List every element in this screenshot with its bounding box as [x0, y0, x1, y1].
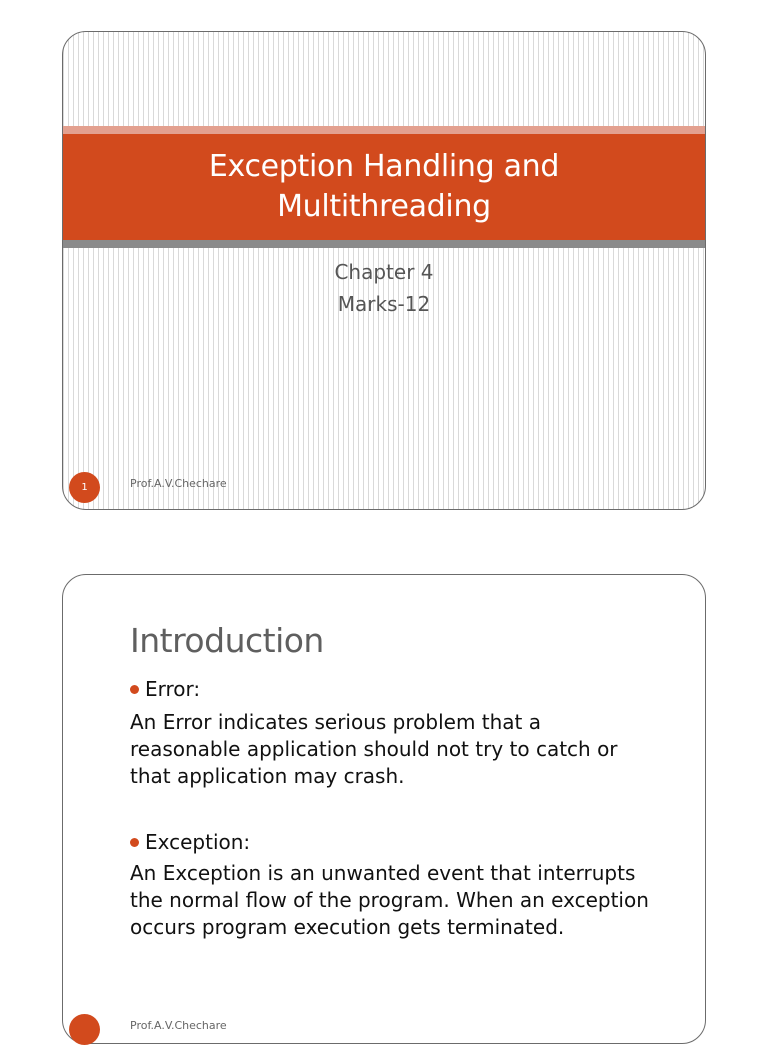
exception-line-3: occurs program execution gets terminated.	[130, 915, 565, 939]
slide-number-badge-2	[69, 1014, 100, 1045]
error-line-1: An Error indicates serious problem that a	[130, 710, 542, 734]
slide-heading: Introduction	[130, 621, 324, 660]
exception-description	[130, 860, 690, 941]
bullet-dot-icon	[130, 838, 139, 847]
bullet-error-label: Error:	[145, 677, 201, 701]
subtitle-chapter: Chapter 4	[334, 260, 434, 284]
title-band-top-stripe	[63, 126, 705, 134]
slide-title-line-1: Exception Handling and	[208, 149, 560, 184]
bullet-error	[130, 677, 200, 701]
error-description	[130, 709, 690, 790]
footer-author-2: Prof.A.V.Chechare	[130, 1019, 227, 1032]
bullet-dot-icon	[130, 685, 139, 694]
exception-line-2: the normal flow of the program. When an exception	[130, 888, 649, 912]
footer-author: Prof.A.V.Chechare	[130, 477, 227, 490]
slide-number-badge: 1	[69, 472, 100, 503]
error-line-3: that application may crash.	[130, 764, 405, 788]
bullet-exception-label: Exception:	[145, 830, 251, 854]
slide-title	[209, 147, 559, 227]
bullet-exception	[130, 830, 250, 854]
slide-1	[62, 31, 706, 510]
exception-line-1: An Exception is an unwanted event that interrupts	[130, 861, 636, 885]
subtitle-marks: Marks-12	[337, 292, 431, 316]
title-band	[63, 134, 705, 240]
slide-title-line-2: Multithreading	[277, 189, 491, 224]
error-line-2: reasonable application should not try to catch or	[130, 737, 618, 761]
title-band-bottom-stripe	[63, 240, 705, 248]
slide-2	[62, 574, 706, 1044]
